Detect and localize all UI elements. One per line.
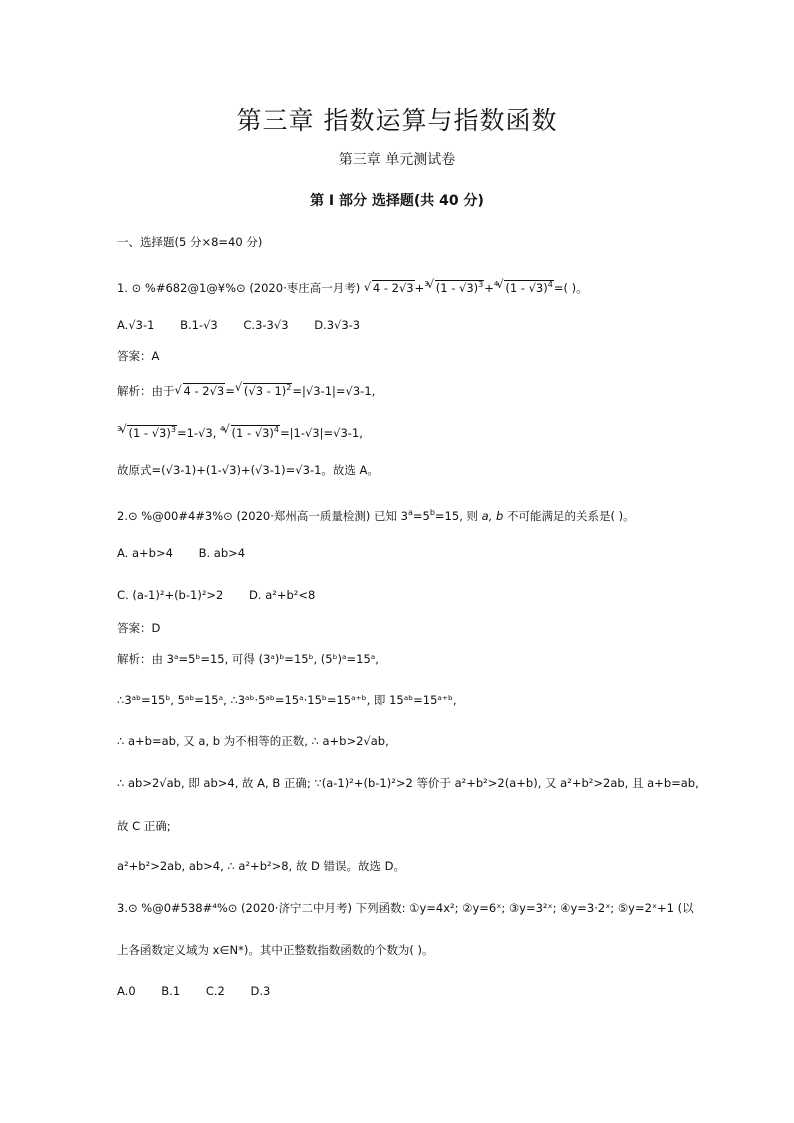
q3-option-b: B.1 [161, 984, 181, 998]
q2-stem-end: 不可能满足的关系是( )。 [503, 508, 635, 523]
q1-code: ⊙ %#682@1@¥%⊙ [131, 281, 246, 295]
q2-option-b: B. ab>4 [198, 546, 246, 560]
q2-analysis-1: 解析：由 3ᵃ=5ᵇ=15, 可得 (3ᵃ)ᵇ=15ᵇ, (5ᵇ)ᵃ=15ᵃ, [117, 652, 379, 666]
q2-analysis-6: a²+b²>2ab, ab>4, ∴ a²+b²>8, 故 D 错误。故选 D。 [117, 859, 406, 873]
q1-analysis-tail: =|√3-1|=√3-1, [292, 383, 376, 398]
q1-number: 1. [117, 281, 128, 295]
question-2-options-ab [117, 545, 245, 561]
q1-tail: =( )。 [553, 281, 588, 295]
q1-analysis-1: 解析：由于√ 4 - 2√3=√ (√3 - 1)$^2$=|√3-1|=√3-1, [117, 380, 375, 399]
question-3-options [117, 983, 270, 999]
q2-analysis-2: ∴3ᵃᵇ=15ᵇ, 5ᵃᵇ=15ᵃ, ∴3ᵃᵇ·5ᵃᵇ=15ᵃ·15ᵇ=15ᵃ⁺ᵇ, 即 15ᵃᵇ=15ᵃ⁺ᵇ, [117, 693, 457, 707]
q3-option-a: A.0 [117, 984, 136, 998]
q2-analysis-5: 故 C 正确; [117, 819, 171, 833]
question-2-stem: 2.⊙ %@00#4#3%⊙ (2020·郑州高一质量检测) 已知 $3^a=5^b=15$, 则 a, b 不可能满足的关系是( )。 [117, 508, 635, 523]
question-2-options-cd [117, 587, 315, 603]
q1-option-c: C.3-3√3 [243, 318, 289, 332]
q2-analysis-3: ∴ a+b=ab, 又 a, b 为不相等的正数, ∴ a+b>2√ab, [117, 734, 389, 748]
question-1-stem [117, 276, 588, 296]
question-3-stem-2: 上各函数定义域为 x∈N*)。其中正整数指数函数的个数为( )。 [117, 943, 434, 957]
part-heading: 第 I 部分 选择题(共 40 分) [310, 193, 484, 209]
q2-option-a: A. a+b>4 [117, 546, 173, 560]
section-heading: 一、选择题(5 分×8=40 分) [117, 235, 263, 249]
q1-option-b: B.1-√3 [180, 318, 218, 332]
q1-analysis-prefix: 解析：由于 [117, 383, 175, 398]
q1-analysis-2b: =|1-√3|=√3-1, [280, 426, 363, 440]
test-subtitle: 第三章 单元测试卷 [338, 152, 456, 168]
question-1-options [117, 317, 360, 333]
q1-analysis-3: 故原式=(√3-1)+(1-√3)+(√3-1)=√3-1。故选 A。 [117, 463, 379, 477]
q3-option-c: C.2 [205, 984, 225, 998]
q1-answer: 答案：A [117, 349, 160, 363]
q2-option-d: D. a²+b²<8 [249, 588, 316, 602]
q2-analysis-4: ∴ ab>2√ab, 即 ab>4, 故 A, B 正确; ∵(a-1)²+(b-1)²>2 等价于 a²+b²>2(a+b), 又 a²+b²>2ab, 且 a+b=ab, [117, 776, 699, 790]
q1-analysis-2: $^3$√ (1 - √3)$^3$=1-√3, $^4$√ (1 - √3)$^4$=|1-√3|=√3-1, [117, 421, 363, 441]
q2-option-c: C. (a-1)²+(b-1)²>2 [117, 588, 224, 602]
q2-stem-mid1: =5 [412, 508, 430, 523]
q2-stem-start: 2.⊙ %@00#4#3%⊙ (2020·郑州高一质量检测) 已知 3 [117, 508, 408, 523]
q3-option-d: D.3 [250, 984, 271, 998]
q1-source: (2020·枣庄高一月考) [249, 281, 361, 295]
q2-answer: 答案：D [117, 621, 161, 635]
q1-analysis-2a: =1-√3, [176, 426, 217, 440]
q1-expression: √ 4 - 2√3+$^3$√ (1 - √3)$^3$+$^4$√ (1 - √3)$^4$ [364, 281, 554, 295]
q1-option-a: A.√3-1 [117, 318, 155, 332]
q1-option-d: D.3√3-3 [314, 318, 361, 332]
q2-stem-mid2: =15, 则 [434, 508, 482, 523]
question-3-stem-1: 3.⊙ %@0#538#⁴%⊙ (2020·济宁二中月考) 下列函数: ①y=4x²; ②y=6ˣ; ③y=3²ˣ; ④y=3·2ˣ; ⑤y=2ˣ+1 (以 [117, 901, 694, 915]
chapter-title: 第三章 指数运算与指数函数 [236, 106, 558, 135]
